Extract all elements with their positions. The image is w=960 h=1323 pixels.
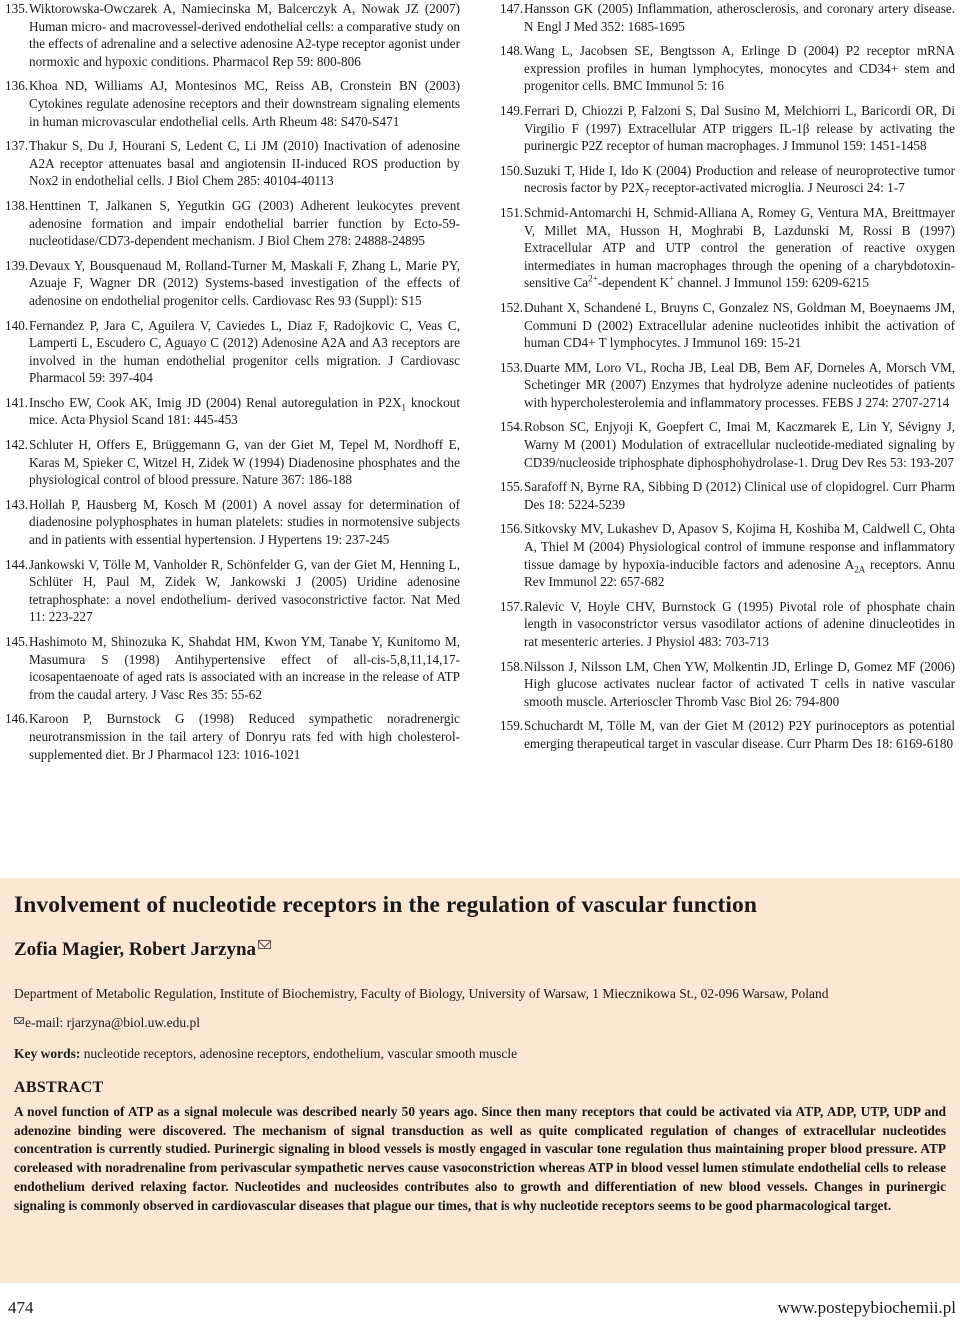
reference-number: 154. — [500, 419, 524, 435]
reference-item — [500, 299, 955, 352]
reference-text-part: Schmid-Antomarchi H, Schmid-Alliana A, Romey G, Ventura MA, Breittmayer V, Millet MA, Husson H, Moghrabi B, Lazdunski M, Rossi B (1997) Extracellular ATP and UTP control the generation of reactive oxygen intermediates in human macrophages through the opening of a charybdotoxin-sensitive Ca — [524, 204, 955, 291]
reference-text-part: -dependent K — [597, 275, 670, 291]
reference-number: 147. — [500, 1, 524, 16]
references-right-column — [500, 0, 955, 760]
reference-item — [500, 717, 955, 752]
reference-item — [500, 0, 955, 35]
reference-text — [524, 717, 955, 752]
reference-text-part: Fernandez P, Jara C, Aguilera V, Caviedes L, Diaz F, Radojkovic C, Veas C, Lamperti L, Escudero C, Aguayo C (2012) Adenosine A2A and A3 receptors are involved in the human endothelial progenitor cells migration. J Cardiovasc Pharmacol 59: 397-404 — [29, 317, 460, 386]
reference-text-part: Hansson GK (2005) Inflammation, atherosclerosis, and coronary artery disease. N Engl J Med 352: 1685-1695 — [524, 1, 955, 34]
reference-text-part: Khoa ND, Williams AJ, Montesinos MC, Reiss AB, Cronstein BN (2003) Cytokines regulate adenosine receptors and their downstream signaling elements in human microvascular endothelial cells. Arth Rheum 48: S470-S471 — [29, 78, 460, 129]
reference-text — [524, 478, 955, 513]
reference-number: 145. — [5, 634, 29, 649]
reference-number: 148. — [500, 43, 524, 59]
reference-number: 139. — [5, 257, 29, 273]
reference-number: 151. — [500, 204, 524, 220]
keywords-label: Key words: — [14, 1046, 81, 1061]
reference-item — [500, 102, 955, 155]
email-text: e-mail: rjarzyna@biol.uw.edu.pl — [25, 1015, 200, 1030]
reference-number: 142. — [5, 437, 29, 453]
reference-number: 159. — [500, 718, 524, 734]
reference-number: 156. — [500, 521, 524, 537]
reference-item — [5, 257, 460, 310]
reference-text — [29, 556, 460, 626]
reference-text-part: Sitkovsky MV, Lukashev D, Apasov S, Kojima H, Koshiba M, Caldwell C, Ohta A, Thiel M (2004) Physiological control of immune response and inflammatory tissue damage by hypoxia-inducible factors and adenosine A — [524, 521, 955, 572]
reference-item — [5, 197, 460, 250]
reference-number: 153. — [500, 359, 524, 375]
abstract-heading: ABSTRACT — [14, 1079, 104, 1096]
reference-number: 149. — [500, 102, 524, 118]
reference-text-part: Duhant X, Schandené L, Bruyns C, Gonzalez NS, Goldman M, Boeynaems JM, Communi D (2002) Extracellular adenine nucleotides inhibit the activation of human CD4+ T lymphocytes. J Immunol 169: 15-21 — [524, 299, 955, 351]
reference-text-part: + — [669, 273, 675, 284]
reference-number: 135. — [5, 1, 29, 16]
envelope-icon — [14, 1017, 24, 1024]
reference-text — [29, 496, 460, 549]
reference-item — [500, 520, 955, 590]
reference-text-part: Henttinen T, Jalkanen S, Yegutkin GG (2003) Adherent leukocytes prevent adenosine formation and impair endothelial barrier function by Ecto-59- nucleotidase/CD73-dependent mechanism. J Biol Chem 278: 24888-24895 — [29, 197, 460, 249]
reference-item — [5, 633, 460, 703]
keywords — [14, 1044, 946, 1063]
keywords-text: nucleotide receptors, adenosine receptors, endothelium, vascular smooth muscle — [83, 1046, 518, 1061]
abstract-text: A novel function of ATP as a signal molecule was described nearly 50 years ago. Since then many receptors that could be activated via ATP, ADP, UTP, UDP and adenozine binding were discovered. The mechanism of signal transduction as well as quite complicated regulation of changes of extracellular nucleotides concentration is currently studied. Purinergic signaling in blood vessels is mostly engaged in vascular tone regulation thus maintaining proper blood pressure. ATP coreleased with noradrenaline from perivascular sympathetic nerves cause vasoconstriction whereas ATP in blood vessel lumen stimulate endothelial cells to release endothelium derived relaxing factor. Nucleotides and nucleosides contributes also to growth and differentiation of new blood vessels. Changes in purinergic signaling is commonly observed in cardiovascular diseases that plague our times, that is why nucleotide receptors seems to be good pharmacological target. — [14, 1104, 946, 1213]
reference-text-part: 2A — [854, 564, 866, 575]
reference-item — [5, 496, 460, 549]
reference-item — [5, 0, 460, 70]
affiliation: Department of Metabolic Regulation, Institute of Biochemistry, Faculty of Biology, University of Warsaw, 1 Miecznikowa St., 02-096 Warsaw, Poland — [14, 986, 829, 1001]
reference-number: 138. — [5, 197, 29, 213]
reference-text-part: Robson SC, Enjyoji K, Goepfert C, Imai M, Kaczmarek E, Lin Y, Sévigny J, Warny M (2001) Modulation of extracellular nucleotide-mediated signaling by CD39/nucleoside triphosphate diphosphohydrolase-1. Drug Dev Res 53: 193-207 — [524, 419, 955, 470]
reference-number: 137. — [5, 138, 29, 154]
reference-text — [29, 257, 460, 310]
reference-text — [524, 520, 955, 590]
reference-text — [524, 204, 955, 292]
reference-item — [5, 137, 460, 190]
reference-text-part: channel. J Immunol 159: 6209-6215 — [674, 275, 870, 291]
reference-text-part: Inscho EW, Cook AK, Imig JD (2004) Renal autoregulation in P2X — [29, 394, 402, 410]
reference-text-part: Duarte MM, Loro VL, Rocha JB, Leal DB, Bem AF, Dorneles A, Morsch VM, Schetinger MR (2007) Enzymes that hydrolyze adenine nucleotides of patients with hypercholesterolemia and inflammatory processes. FEBS J 274: 2707-2714 — [524, 359, 955, 410]
reference-text-part: Ralevic V, Hoyle CHV, Burnstock G (1995) Pivotal role of phosphate chain length in vasoconstrictor versus vasodilator actions of adenine dinucleotides in rat mesenteric arteries. J Physiol 483: 703-713 — [524, 598, 955, 649]
reference-number: 144. — [5, 556, 29, 572]
reference-text-part: Thakur S, Du J, Hourani S, Ledent C, Li JM (2010) Inactivation of adenosine A2A receptor attenuates basal and angiotensin II-induced ROS production by Nox2 in endothelial cells. J Biol Chem 285: 40104-40113 — [29, 138, 460, 189]
reference-text — [524, 658, 955, 711]
reference-number: 141. — [5, 394, 29, 410]
reference-text-part: Jankowski V, Tölle M, Vanholder R, Schönfelder G, van der Giet M, Henning L, Schlüter H, Paul M, Zidek W, Jankowski J (2005) Uridine adenosine tetraphosphate: a novel endothelium- derived vasoconstrictive factor. Nat Med 11: 223-227 — [29, 556, 460, 625]
reference-text-part: Devaux Y, Bousquenaud M, Rolland-Turner M, Maskali F, Zhang L, Marie PY, Azuaje F, Wagner DR (2012) Systems-based investigation of the effects of adenosine on endothelial progenitor cells. Cardiovasc Res 93 (Suppl): S15 — [29, 257, 460, 308]
reference-text-part: 7 — [644, 187, 649, 198]
reference-item — [500, 204, 955, 292]
reference-text-part: Hashimoto M, Shinozuka K, Shahdat HM, Kwon YM, Tanabe Y, Kunitomo M, Masumura S (1998) Antihypertensive effect of all-cis-5,8,11,14,17-icosapentaenoate of aged rats is associated with an increase in the release of ATP from the caudal artery. J Vasc Res 35: 55-62 — [29, 634, 460, 702]
reference-item — [500, 418, 955, 471]
reference-text — [29, 0, 460, 70]
reference-text-part: 2+ — [588, 273, 598, 284]
reference-text — [29, 77, 460, 130]
reference-item — [5, 317, 460, 387]
reference-text-part: Suzuki T, Hide I, Ido K (2004) Production and release of neuroprotective tumor necrosis factor by P2X — [524, 162, 955, 196]
reference-text-part: Wiktorowska-Owczarek A, Namiecinska M, Balcerczyk A, Nowak JZ (2007) Human micro- and macrovessel-derived endothelial cells: a comparative study on the effects of adrenaline and a selective adenosine A2-type receptor agonist under normoxic and hypoxic conditions. Pharmacol Rep 59: 800-806 — [29, 1, 461, 69]
reference-item — [500, 478, 955, 513]
reference-text-part: Schluter H, Offers E, Brüggemann G, van der Giet M, Tepel M, Nordhoff E, Karas M, Spieker C, Witzel H, Zidek W (1994) Diadenosine phosphates and the physiological control of blood pressure. Nature 367: 186-188 — [29, 437, 460, 488]
article-abstract-box — [0, 878, 960, 1283]
article-authors — [14, 938, 946, 962]
reference-item — [5, 77, 460, 130]
article-title: Involvement of nucleotide receptors in the regulation of vascular function — [14, 892, 758, 918]
reference-item — [5, 556, 460, 626]
reference-item — [500, 162, 955, 197]
reference-text — [524, 0, 955, 35]
envelope-icon — [258, 940, 271, 949]
page-number: 474 — [8, 1298, 34, 1317]
reference-text — [29, 197, 460, 250]
page-footer — [0, 1298, 960, 1323]
reference-item — [5, 436, 460, 489]
reference-text-part: receptors. Annu Rev Immunol 22: 657-682 — [524, 556, 955, 590]
reference-number: 152. — [500, 299, 524, 315]
reference-text-part: receptor-activated microglia. J Neurosci 24: 1-7 — [649, 180, 905, 196]
reference-text — [29, 436, 460, 489]
reference-text — [524, 418, 955, 471]
email-line — [14, 1013, 946, 1032]
reference-number: 157. — [500, 598, 524, 614]
reference-item — [500, 658, 955, 711]
reference-text — [29, 394, 460, 429]
reference-text — [524, 42, 955, 95]
reference-item — [500, 598, 955, 651]
reference-text — [29, 137, 460, 190]
reference-text — [524, 359, 955, 412]
reference-text-part: Hollah P, Hausberg M, Kosch M (2001) A novel assay for determination of diadenosine polyphosphates in human platelets: studies in normotensive subjects and in patients with essential hypertension. J Hypertens 19: 237-245 — [29, 496, 460, 548]
reference-item — [500, 359, 955, 412]
reference-text-part: Nilsson J, Nilsson LM, Chen YW, Molkentin JD, Erlinge D, Gomez MF (2006) High glucose activates nuclear factor of activated T cells in native vascular smooth muscle. Arterioscler Thromb Vasc Biol 26: 794-800 — [524, 658, 955, 709]
reference-number: 155. — [500, 479, 524, 495]
reference-text — [29, 633, 460, 703]
reference-item — [5, 710, 460, 763]
references-left-column — [5, 0, 460, 770]
reference-number: 140. — [5, 317, 29, 333]
reference-text-part: Schuchardt M, Tölle M, van der Giet M (2012) P2Y purinoceptors as potential emerging therapeutical target in vascular disease. Curr Pharm Des 18: 6169-6180 — [524, 718, 955, 751]
reference-number: 136. — [5, 78, 29, 94]
reference-text-part: knockout mice. Acta Physiol Scand 181: 445-453 — [29, 394, 460, 428]
reference-number: 158. — [500, 658, 524, 674]
reference-item — [5, 394, 460, 429]
reference-text-part: Ferrari D, Chiozzi P, Falzoni S, Dal Susino M, Melchiorri L, Baricordi OR, Di Virgilio F (1997) Extracellular ATP triggers IL-1β release by activating the purinergic P2Z receptor of human macrophages. J Immunol 159: 1451-1458 — [524, 102, 955, 154]
reference-text-part: Karoon P, Burnstock G (1998) Reduced sympathetic noradrenergic neurotransmission in the tail artery of Donryu rats fed with high cholesterol-supplemented diet. Br J Pharmacol 123: 1016-1021 — [29, 711, 460, 762]
reference-number: 150. — [500, 162, 524, 178]
reference-text — [524, 299, 955, 352]
reference-item — [500, 42, 955, 95]
reference-number: 146. — [5, 711, 29, 727]
reference-text-part: Sarafoff N, Byrne RA, Sibbing D (2012) Clinical use of clopidogrel. Curr Pharm Des 18: 5224-5239 — [524, 479, 955, 512]
reference-text — [524, 598, 955, 651]
reference-text — [524, 102, 955, 155]
reference-text-part: 1 — [401, 402, 406, 413]
authors-text: Zofia Magier, Robert Jarzyna — [14, 939, 257, 960]
reference-text — [524, 162, 955, 197]
reference-text-part: Wang L, Jacobsen SE, Bengtsson A, Erlinge D (2004) P2 receptor mRNA expression profiles in human lymphocytes, monocytes and CD34+ stem and progenitor cells. BMC Immunol 5: 16 — [524, 43, 955, 94]
website-link[interactable]: www.postepybiochemii.pl — [777, 1298, 956, 1317]
reference-text — [29, 317, 460, 387]
reference-text — [29, 710, 460, 763]
reference-number: 143. — [5, 496, 29, 512]
